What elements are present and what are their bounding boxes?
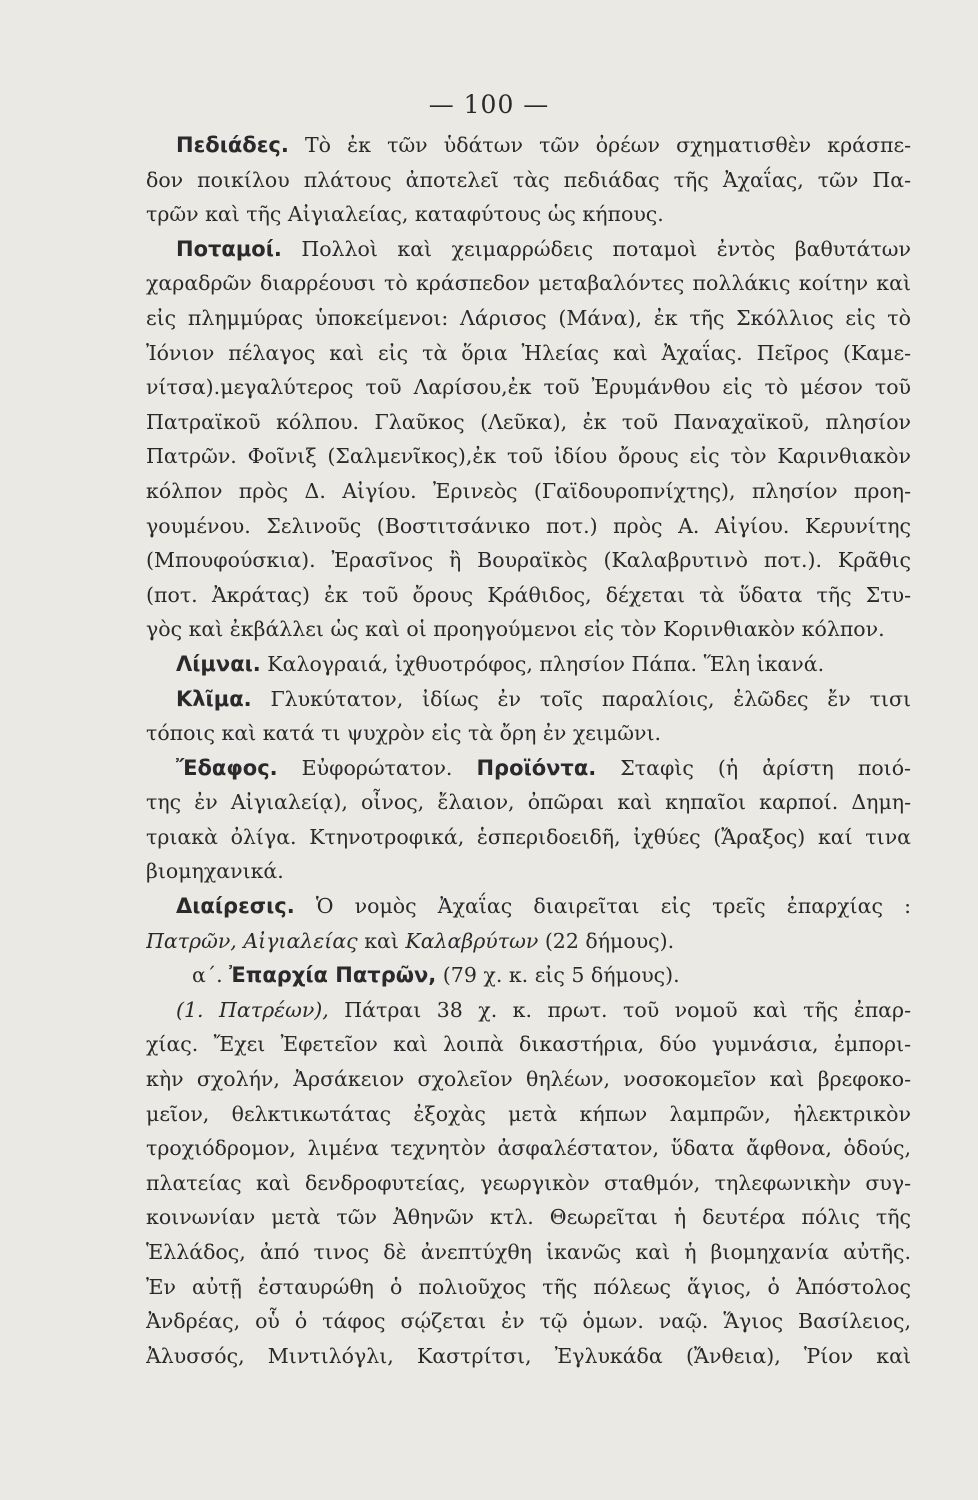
text-run: Τὸ ἐκ τῶν ὑδάτων τῶν ὀρέων σχηματισθὲν κράσπε- (288, 133, 911, 157)
text-run: κόλπον πρὸς Δ. Αἰγίου. Ἐρινεὸς (Γαϊδουροπνίχτης), πλησίον προη- (146, 478, 911, 503)
text-run: εἰς πλημμύρας ὑποκείμενοι: Λάρισος (Μάνα), ἐκ τῆς Σκόλλιος εἰς τὸ (146, 305, 911, 330)
text-line (146, 647, 911, 682)
text-run: γὸς καὶ ἐκβάλλει ὡς καὶ οἱ προηγούμενοι εἰς τὸν Κορινθιακὸν κόλπον. (146, 617, 885, 642)
section-heading: Πεδιάδες. (176, 133, 289, 157)
text-run: α΄. (192, 963, 230, 988)
text-run: (Μπουφούσκια). Ἐρασῖνος ἢ Βουραϊκὸς (Καλαβρυτινὸ ποτ.). Κρᾶθις (146, 548, 911, 573)
text-line (146, 336, 911, 371)
text-line (146, 1097, 911, 1132)
text-line (146, 751, 911, 786)
text-line (146, 578, 911, 613)
section-heading: Διαίρεσις. (176, 894, 295, 919)
text-run: τρῶν καὶ τῆς Αἰγιαλείας, καταφύτους ὡς κήπους. (146, 202, 664, 227)
italic-run: (1. Πατρέων), (176, 997, 329, 1022)
text-line (146, 682, 911, 717)
text-line (146, 785, 911, 820)
text-line (146, 820, 911, 855)
text-run: Πάτραι 38 χ. κ. πρωτ. τοῦ νομοῦ καὶ τῆς ἐπαρ- (328, 997, 911, 1022)
text-line (146, 889, 911, 924)
text-line (146, 405, 911, 440)
text-run: Πατραϊκοῦ κόλπου. Γλαῦκος (Λεῦκα), ἐκ τοῦ Παναχαϊκοῦ, πλησίον (146, 409, 911, 434)
text-line (146, 1270, 911, 1305)
text-run: βιομηχανικά. (146, 859, 284, 884)
text-line (146, 854, 911, 889)
text-run: Ἀνδρέας, οὗ ὁ τάφος σῴζεται ἐν τῷ ὁμων. ναῷ. Ἅγιος Βασίλειος, (146, 1309, 911, 1334)
text-line (146, 1131, 911, 1166)
text-line (146, 128, 911, 163)
text-line (146, 1304, 911, 1339)
italic-run: Καλαβρύτων (405, 928, 539, 953)
text-run: τροχιόδρομον, λιμένα τεχνητὸν ἀσφαλέστατον, ὕδατα ἄφθονα, ὁδούς, (146, 1136, 911, 1161)
text-line (146, 509, 911, 544)
text-line (146, 924, 911, 959)
text-run: μεῖον, θελκτικωτάτας ἐξοχὰς μετὰ κήπων λαμπρῶν, ἠλεκτρικὸν (146, 1101, 911, 1126)
section-heading: Ἐπαρχία Πατρῶν, (229, 963, 437, 988)
text-run: Σταφὶς (ἡ ἀρίστη ποιό- (596, 755, 911, 780)
text-run: Πολλοὶ καὶ χειμαρρώδεις ποταμοὶ ἐντὸς βαθυτάτων (281, 236, 911, 261)
text-run: νίτσα).μεγαλύτερος τοῦ Λαρίσου,ἐκ τοῦ Ἐρυμάνθου εἰς τὸ μέσον τοῦ (146, 375, 911, 400)
text-run: γουμένου. Σελινοῦς (Βοστιτσάνικο ποτ.) πρὸς Α. Αἰγίου. Κερυνίτης (146, 513, 911, 538)
text-run: Ὁ νομὸς Ἀχαΐας διαιρεῖται εἰς τρεῖς ἐπαρχίας : (294, 894, 911, 919)
text-run: (22 δήμους). (538, 928, 675, 953)
text-line (146, 716, 911, 751)
text-run: Ἐν αὐτῇ ἐσταυρώθη ὁ πολιοῦχος τῆς πόλεως ἅγιος, ὁ Ἀπόστολος (146, 1274, 911, 1299)
text-run: χίας. Ἔχει Ἐφετεῖον καὶ λοιπὰ δικαστήρια, δύο γυμνάσια, ἐμπορι- (146, 1032, 911, 1057)
text-run: Πατρῶν. Φοῖνιξ (Σαλμενῖκος),ἐκ τοῦ ἰδίου ὄρους εἰς τὸν Καρινθιακὸν (146, 444, 911, 469)
text-line (146, 163, 911, 198)
text-line (146, 1062, 911, 1097)
text-line (146, 993, 911, 1028)
text-line (146, 370, 911, 405)
text-line (146, 474, 911, 509)
section-heading: Ἔδαφος. (176, 755, 278, 780)
text-run: δον ποικίλου πλάτους ἀποτελεῖ τὰς πεδιάδας τῆς Ἀχαΐας, τῶν Πα- (146, 167, 911, 192)
text-run: (ποτ. Ἀκράτας) ἐκ τοῦ ὄρους Κράθιδος, δέχεται τὰ ὕδατα τῆς Στυ- (146, 582, 911, 607)
text-run: Ἰόνιον πέλαγος καὶ εἰς τὰ ὅρια Ἠλείας καὶ Ἀχαΐας. Πεῖρος (Καμε- (146, 340, 911, 365)
text-line (146, 958, 911, 993)
text-line (146, 612, 911, 647)
text-line (146, 1166, 911, 1201)
text-run: κοινωνίαν μετὰ τῶν Ἀθηνῶν κτλ. Θεωρεῖται ἡ δευτέρα πόλις τῆς (146, 1205, 911, 1230)
text-line (146, 232, 911, 267)
text-line (146, 1200, 911, 1235)
text-run: χαραδρῶν διαρρέουσι τὸ κράσπεδον μεταβαλόντες πολλάκις κοίτην καὶ (146, 271, 911, 296)
text-line (146, 197, 911, 232)
text-line (146, 543, 911, 578)
text-run: κὴν σχολήν, Ἀρσάκειον σχολεῖον θηλέων, νοσοκομεῖον καὶ βρεφοκο- (146, 1067, 911, 1092)
text-run: Ἀλυσσός, Μιντιλόγλι, Καστρίτσι, Ἐγλυκάδα (Ἄνθεια), Ῥίον καὶ (146, 1343, 911, 1368)
section-heading: Κλῖμα. (176, 686, 252, 711)
text-line (146, 1339, 911, 1374)
text-run: Γλυκύτατον, ἰδίως ἐν τοῖς παραλίοις, ἑλῶδες ἔν τισι (251, 686, 911, 711)
text-run: Ἑλλάδος, ἀπό τινος δὲ ἀνεπτύχθη ἱκανῶς καὶ ἡ βιομηχανία αὐτῆς. (146, 1240, 911, 1264)
section-heading: Ποταμοί. (176, 236, 282, 261)
text-run: της ἐν Αἰγιαλείᾳ), οἶνος, ἔλαιον, ὀπῶραι καὶ κηπαῖοι καρποί. Δημη- (146, 790, 911, 815)
page-number: — 100 — (428, 90, 550, 119)
text-run: πλατείας καὶ δενδροφυτείας, γεωργικὸν σταθμόν, τηλεφωνικὴν συγ- (146, 1170, 911, 1195)
text-line (146, 1235, 911, 1270)
text-line (146, 439, 911, 474)
text-run: τριακὰ ὀλίγα. Κτηνοτροφικά, ἑσπεριδοειδῆ, ἰχθύες (Ἄραξος) καί τινα (146, 824, 911, 849)
text-run: (79 χ. κ. εἰς 5 δήμους). (436, 963, 680, 988)
text-line (146, 301, 911, 336)
text-run: καὶ (357, 928, 406, 953)
body-text (146, 128, 911, 1373)
text-line (146, 1027, 911, 1062)
text-run: τόποις καὶ κατά τι ψυχρὸν εἰς τὰ ὄρη ἐν χειμῶνι. (146, 721, 661, 746)
section-heading: Λίμναι. (176, 651, 261, 676)
text-run: Καλογραιά, ἰχθυοτρόφος, πλησίον Πάπα. Ἕλη ἱκανά. (260, 651, 825, 676)
italic-run: Πατρῶν, Αἰγιαλείας (146, 928, 358, 953)
section-heading: Προϊόντα. (476, 755, 597, 780)
text-run: Εὐφορώτατον. (277, 755, 477, 780)
text-line (146, 266, 911, 301)
